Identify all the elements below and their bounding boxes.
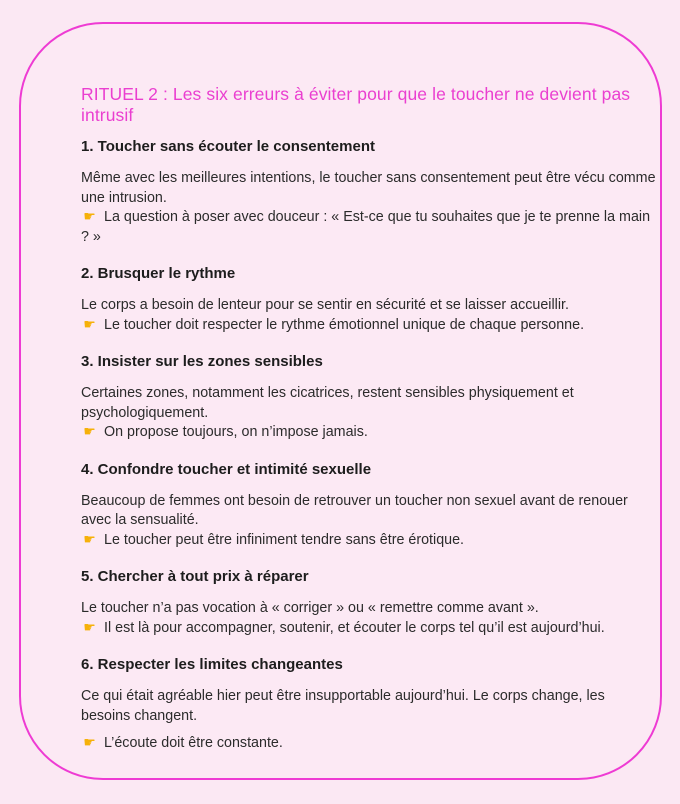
tip-text: On propose toujours, on n’impose jamais. (104, 424, 368, 440)
tip-text: Le toucher peut être infiniment tendre sans être érotique. (104, 531, 465, 548)
pointing-hand-icon: ☛ (83, 423, 96, 439)
page-title: RITUEL 2 : Les six erreurs à éviter pour que le toucher ne devient pas intrusif (81, 84, 631, 125)
section-tip (81, 734, 656, 754)
content-card (19, 22, 662, 780)
section-4 (81, 461, 656, 563)
section-paragraph: Le corps a besoin de lenteur pour se sentir en sécurité et se laisser accueillir. (81, 297, 569, 313)
pointing-hand-icon: ☛ (83, 530, 96, 547)
pointing-hand-icon: ☛ (83, 208, 96, 224)
section-heading: 4. Confondre toucher et intimité sexuelle (81, 460, 372, 478)
section-6 (81, 656, 656, 754)
section-heading: 3. Insister sur les zones sensibles (81, 353, 323, 370)
section-heading: 6. Respecter les limites changeantes (81, 656, 343, 673)
section-tip (81, 619, 656, 639)
section-2 (81, 265, 656, 347)
section-tip (81, 316, 656, 336)
section-5 (81, 568, 656, 650)
section-paragraph: Beaucoup de femmes ont besoin de retrouver un toucher non sexuel avant de renouer avec la sensualité. (81, 492, 628, 528)
section-paragraph: Même avec les meilleures intentions, le toucher sans consentement peut être vécu comme une intrusion. (81, 170, 656, 206)
tip-text: Il est là pour accompagner, soutenir, et écouter le corps tel qu’il est aujourd’hui. (104, 619, 605, 636)
section-heading: 1. Toucher sans écouter le consentement (81, 138, 375, 155)
section-tip (81, 423, 656, 443)
section-paragraph: Le toucher n’a pas vocation à « corriger » ou « remettre comme avant ». (81, 600, 539, 616)
section-1 (81, 138, 656, 259)
section-paragraph: Ce qui était agréable hier peut être insupportable aujourd’hui. Le corps change, les besoins changent. (81, 688, 605, 724)
pointing-hand-icon: ☛ (83, 734, 96, 750)
tip-text: La question à poser avec douceur : « Est-ce que tu souhaites que je te prenne la main ? » (81, 209, 651, 245)
content-area (81, 84, 656, 760)
tip-text: Le toucher doit respecter le rythme émotionnel unique de chaque personne. (104, 316, 585, 333)
section-tip (81, 208, 656, 247)
pointing-hand-icon: ☛ (83, 315, 96, 332)
section-heading: 5. Chercher à tout prix à réparer (81, 568, 309, 585)
section-tip (81, 531, 656, 551)
section-3 (81, 353, 656, 455)
pointing-hand-icon: ☛ (83, 618, 96, 635)
section-heading: 2. Brusquer le rythme (81, 265, 236, 282)
tip-text: L’écoute doit être constante. (104, 735, 283, 751)
section-paragraph: Certaines zones, notamment les cicatrices, restent sensibles physiquement et psychologiquement. (81, 385, 574, 421)
